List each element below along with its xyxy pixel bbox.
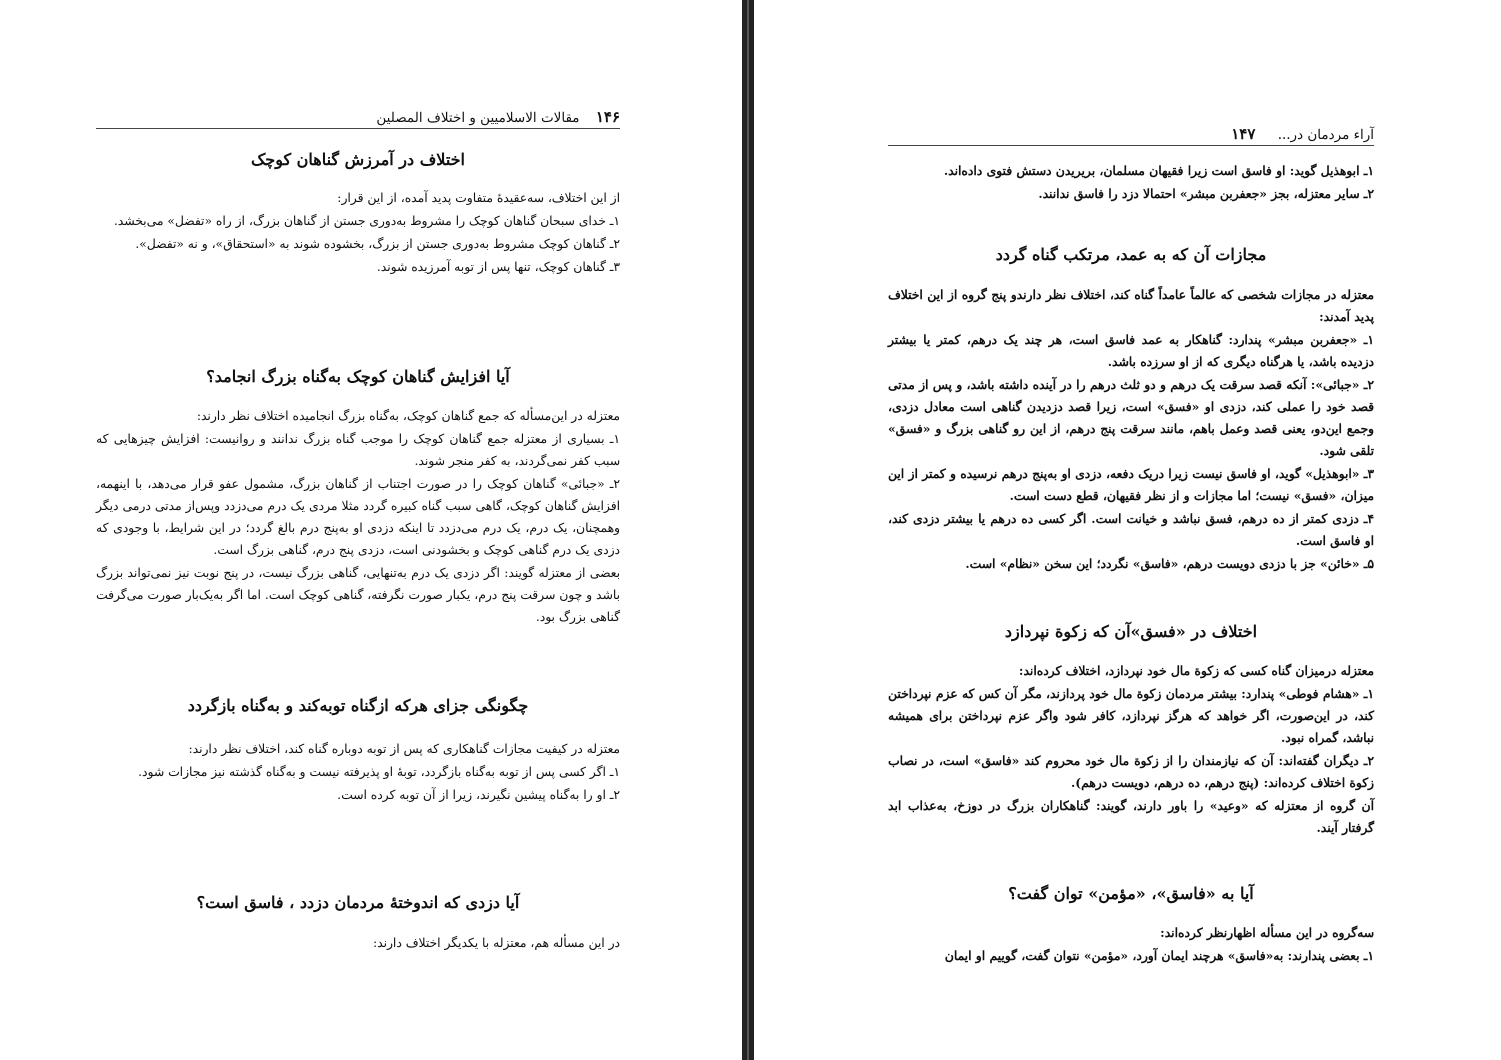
paragraph: ۴ـ دزدی کمتر از ده درهم، فسق نباشد و خیانت است. اگر کسی ده درهم یا بیشتر دزدی کند، او فاسق است. [888,511,1374,548]
left-page-header [370,108,620,126]
paragraph: سه‌گروه در این مسأله اظهارنظر کرده‌اند: [1160,925,1374,940]
section-heading: چگونگی جزای هرکه ازگناه توبه‌کند و به‌گناه بازگردد [187,696,529,715]
paragraph: ۱ـ خدای سبحان گناهان کوچک را مشروط به‌دوری جستن از گناهان بزرگ، از راه «تفضل» می‌بخشد. [113,214,620,228]
section-heading: آیا به «فاسق»، «مؤمن» توان گفت؟ [1008,884,1254,903]
paragraph: ۲ـ دیگران گفته‌اند: آن که نیازمندان را از زکوة مال خود محروم کند «فاسق» است، در نصاب زکوة اختلاف کرده‌اند: (پنج درهم، ده درهم، دویست درهم). [888,753,1374,790]
paragraph: معتزله در مجازات شخصی که عالماً عامداً گناه کند، اختلاف نظر دارندو پنج گروه از این اختلاف پدید آمدند: [888,287,1374,324]
right-page-number: ۱۴۷ [1231,125,1256,143]
paragraph: معتزله در کیفیت مجازات گناهکاری که پس از توبه دوباره گناه کند، اختلاف نظر دارند: [188,742,620,756]
section-body [96,738,620,806]
paragraph: ۲ـ «جبائی»: آنکه قصد سرقت یک درهم و دو ثلث درهم را در آینده داشته باشد، و پس از مدتی قصد خود را عملی کند، دزدی او «فسق» است، زیرا قصد دزدیدن گناهی است معادل دزدی، وجمع این‌دو، یعنی قصد وعمل باهم، مانند سرقت پنج درهم، از این رو گناهی بزرگ و «فسق» تلقی شود. [888,377,1374,458]
section-body [888,284,1374,575]
paragraph: ۳ـ گناهان کوچک، تنها پس از توبه آمرزیده شوند. [376,260,620,274]
paragraph: بعضی از معتزله گویند: اگر دزدی یک درم به‌تنهایی، گناهی بزرگ نیست، در پنج نوبت نیز نمی‌تواند بزرگ باشد و چون سرقت پنج درم، یکبار صورت نگرفته، گناهی کوچک است. اما اگر به‌یک‌بار صورت می‌گرفت گناهی بزرگ بود. [96,566,620,624]
left-page-number: ۱۴۶ [595,108,620,126]
section-heading: آیا دزدی که اندوختهٔ مردمان دزدد ، فاسق است؟ [196,893,520,912]
paragraph: ۲ـ سایر معتزله، بجز «جعفربن مبشر» احتمالا دزد را فاسق ندانند. [1038,186,1374,201]
section-body [888,922,1374,967]
paragraph: ۱ـ ابوهذیل گوید: او فاسق است زیرا فقیهان مسلمان، بریریدن دستش فتوی داده‌اند. [943,163,1374,178]
paragraph: ۲ـ «جبائی» گناهان کوچک را در صورت اجتناب از گناهان بزرگ، مشمول عفو قرار می‌دهد، با اینهمه، افزایش گناهان کوچک، گاهی سبب گناه کبیره گردد مثلا مردی یک درم می‌دزدد وپس‌از مدتی درمی دیگر وهمچنان، یک درم، یک درم می‌دزدد تا اینکه دزدی او به‌پنج درم بالغ گردد؛ در این شرایط، با وجودی که دزدی یک درم گناهی کوچک و بخشودنی است، دزدی پنج درم، گناهی بزرگ است. [96,477,620,557]
left-running-title: مقالات الاسلاميين و اختلاف المصلين [376,110,580,126]
paragraph: ۱ـ «جعفربن مبشر» پندارد: گناهکار به عمد فاسق است، هر چند یک درهم، کمتر یا بیشتر دزدیده باشد، یا هرگناه دیگری که از او سرزده باشد. [888,332,1374,369]
section-heading: آیا افزایش گناهان کوچک به‌گناه بزرگ انجامد؟ [206,367,510,386]
gutter-line [747,0,749,1060]
right-page-header [904,125,1374,143]
paragraph: ۲ـ گناهان کوچک مشروط به‌دوری جستن از بزرگ، بخشوده شوند به «استحقاق»، و نه «تفضل». [135,237,620,251]
paragraph: معتزله درمیزان گناه کسی که زکوة مال خود نپردازد، اختلاف کرده‌اند: [1018,663,1374,678]
paragraph: ۳ـ «ابوهذیل» گوید، او فاسق نیست زیرا دریک دفعه، دزدی او به‌پنج درهم نرسیده و کمتر از این میزان، «فسق» نیست؛ اما مجازات و از نظر فقیهان، قطع دست است. [888,466,1374,503]
paragraph: معتزله در این‌مسأله که جمع گناهان کوچک، به‌گناه بزرگ انجامیده اختلاف نظر دارند: [196,409,620,423]
right-running-title: آراء مردمان در... [1277,127,1374,143]
section-body [888,660,1374,839]
paragraph: ۵ـ «خائن» جز با دزدی دویست درهم، «فاسق» نگردد؛ این سخن «نظام» است. [965,556,1374,571]
paragraph: ۱ـ اگر کسی پس از توبه به‌گناه بازگردد، توبهٔ او پذیرفته نیست و به‌گناه گذشته نیز مجازات شود. [138,765,620,779]
section-body [96,932,620,954]
section-heading: اختلاف در «فسق»آن که زکوة نپردازد [1004,622,1258,641]
paragraph: ۱ـ «هشام فوطی» پندارد: بیشتر مردمان زکوة مال خود پردازند، مگر آن کس که عزم نپرداختن کند، در این‌صورت، اگر خواهد که هرگز نپردازد، کافر شود واگر عزم نپرداختن برای همیشه نباشد، گمراه نبود. [888,686,1374,745]
left-page [0,0,742,1060]
paragraph: از این اختلاف، سه‌عقیدهٔ متفاوت پدید آمده، از این قرار: [337,191,620,205]
paragraph: در این مسأله هم، معتزله با یکدیگر اختلاف دارند: [372,936,620,950]
intro-body [888,160,1374,205]
section-body [96,187,620,278]
header-rule [888,145,1374,146]
paragraph: ۱ـ بسیاری از معتزله جمع گناهان کوچک را موجب گناه بزرگ ندانند و روانیست: افزایش چیزهایی که سبب کفر نمی‌گردند، به کفر منجر شوند. [96,432,620,468]
header-rule [96,128,620,129]
paragraph: ۱ـ بعضی پندارند: به‌«فاسق» هرچند ایمان آورد، «مؤمن» نتوان گفت، گوییم او ایمان [944,948,1374,963]
paragraph: آن گروه از معتزله که «وعید» را باور دارند، گویند: گناهکاران بزرگ در دوزخ، به‌عذاب ابد گرفتار آیند. [888,798,1374,835]
section-heading: مجازات آن که به عمد، مرتکب گناه گردد [995,245,1267,264]
right-page [754,0,1501,1060]
paragraph: ۲ـ او را به‌گناه پیشین نگیرند، زیرا از آن توبه کرده است. [337,788,620,802]
section-body [96,405,620,628]
section-heading: اختلاف در آمرزش گناهان کوچک [250,150,465,169]
